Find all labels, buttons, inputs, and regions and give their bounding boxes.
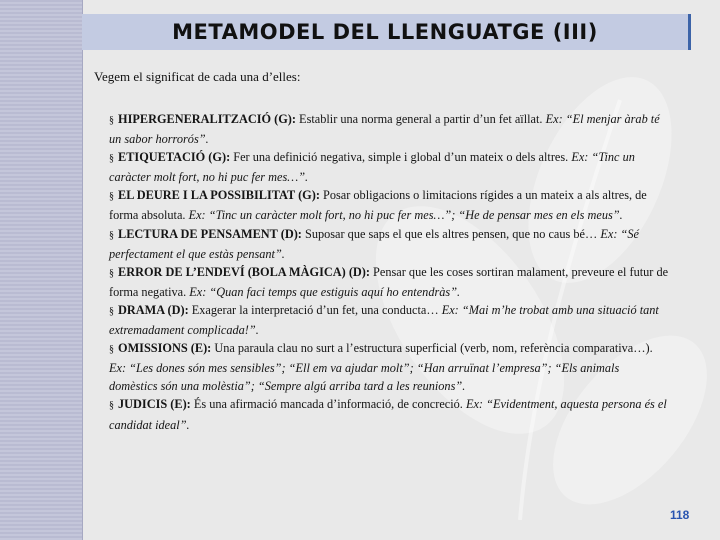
item-example: “Tinc un caràcter molt fort, no hi puc fer mes…”. — [109, 150, 635, 185]
example-label: Ex: — [441, 302, 459, 317]
item-example: “Les dones són mes sensibles”; “Ell em va ajudar molt”; “Han arruïnat l’empresa”; “Els animals domèstics són una molèstia”; “Sempre algú arriba tard a les reunions”. — [109, 361, 620, 394]
list-item — [109, 395, 669, 433]
bullet-icon: § — [109, 229, 114, 241]
list-item — [109, 301, 669, 339]
bullet-icon: § — [109, 344, 114, 356]
example-label: Ex: — [465, 397, 484, 412]
item-example: “Quan faci temps que estiguis aquí ho entendràs”. — [206, 284, 461, 299]
list-item — [109, 263, 669, 301]
list-item — [109, 110, 669, 148]
bullet-icon: § — [109, 400, 114, 412]
item-text: Suposar que saps el que els altres pensen, que no caus bé… — [301, 226, 601, 241]
item-example: “Tinc un caràcter molt fort, no hi puc fer mes…”; “He de pensar mes en els meus”. — [205, 208, 623, 223]
item-term: HIPERGENERALITZACIÓ (G): — [118, 112, 296, 126]
list-item — [109, 148, 669, 186]
title-bar — [82, 14, 691, 50]
item-example: “Sé perfectament el que estàs pensant”. — [109, 226, 639, 261]
item-text: Exagerar la interpretació d’un fet, una conducta… — [188, 302, 442, 317]
item-text: Una paraula clau no surt a l’estructura superficial (verb, nom, referència comparativa…). — [211, 341, 653, 356]
slide-title: METAMODEL DEL LLENGUATGE (III) — [172, 20, 598, 44]
item-example: “El menjar àrab té un sabor horrorós”. — [109, 112, 660, 147]
item-text: Establir una norma general a partir d’un fet aïllat. — [295, 112, 546, 126]
example-label: Ex: — [188, 208, 206, 223]
list-item — [109, 225, 669, 263]
bullet-icon: § — [109, 267, 114, 279]
intro-text: Vegem el significat de cada una d’elles: — [94, 69, 301, 84]
list-item — [109, 186, 669, 224]
item-text: Posar obligacions o limitacions rígides a un mateix a als altres, de forma absoluta. — [109, 188, 647, 223]
item-text: Pensar que les coses sortiran malament, preveure el futur de forma negativa. — [109, 264, 669, 299]
item-term: JUDICIS (E): — [118, 397, 191, 412]
definitions-list — [109, 110, 669, 434]
item-term: ETIQUETACIÓ (G): — [118, 150, 231, 165]
example-label: Ex: — [545, 112, 563, 126]
item-text: És una afirmació mancada d’informació, de concreció. — [190, 397, 466, 412]
item-term: LECTURA DE PENSAMENT (D): — [118, 226, 302, 241]
left-stripe — [0, 0, 83, 540]
bullet-icon: § — [109, 115, 114, 126]
bullet-icon: § — [109, 305, 114, 317]
item-term: ERROR DE L’ENDEVÍ (BOLA MÀGICA) (D): — [118, 264, 370, 279]
item-text: Fer una definició negativa, simple i global d’un mateix o dels altres. — [230, 150, 572, 165]
example-label: Ex: — [600, 226, 618, 241]
bullet-icon: § — [109, 153, 114, 165]
example-label: Ex: — [189, 284, 207, 299]
list-item — [109, 339, 669, 395]
bullet-icon: § — [109, 191, 114, 203]
item-example: “Mai m’he trobat amb una situació tant extremadament complicada!”. — [109, 302, 659, 338]
item-term: OMISSIONS (E): — [118, 341, 212, 356]
item-example: “Evidentment, aquesta persona és el candidat ideal”. — [109, 397, 667, 432]
item-term: DRAMA (D): — [118, 302, 189, 317]
example-label: Ex: — [109, 361, 127, 376]
example-label: Ex: — [571, 150, 589, 165]
page-number: 118 — [670, 508, 690, 522]
item-term: EL DEURE I LA POSSIBILITAT (G): — [118, 188, 320, 203]
